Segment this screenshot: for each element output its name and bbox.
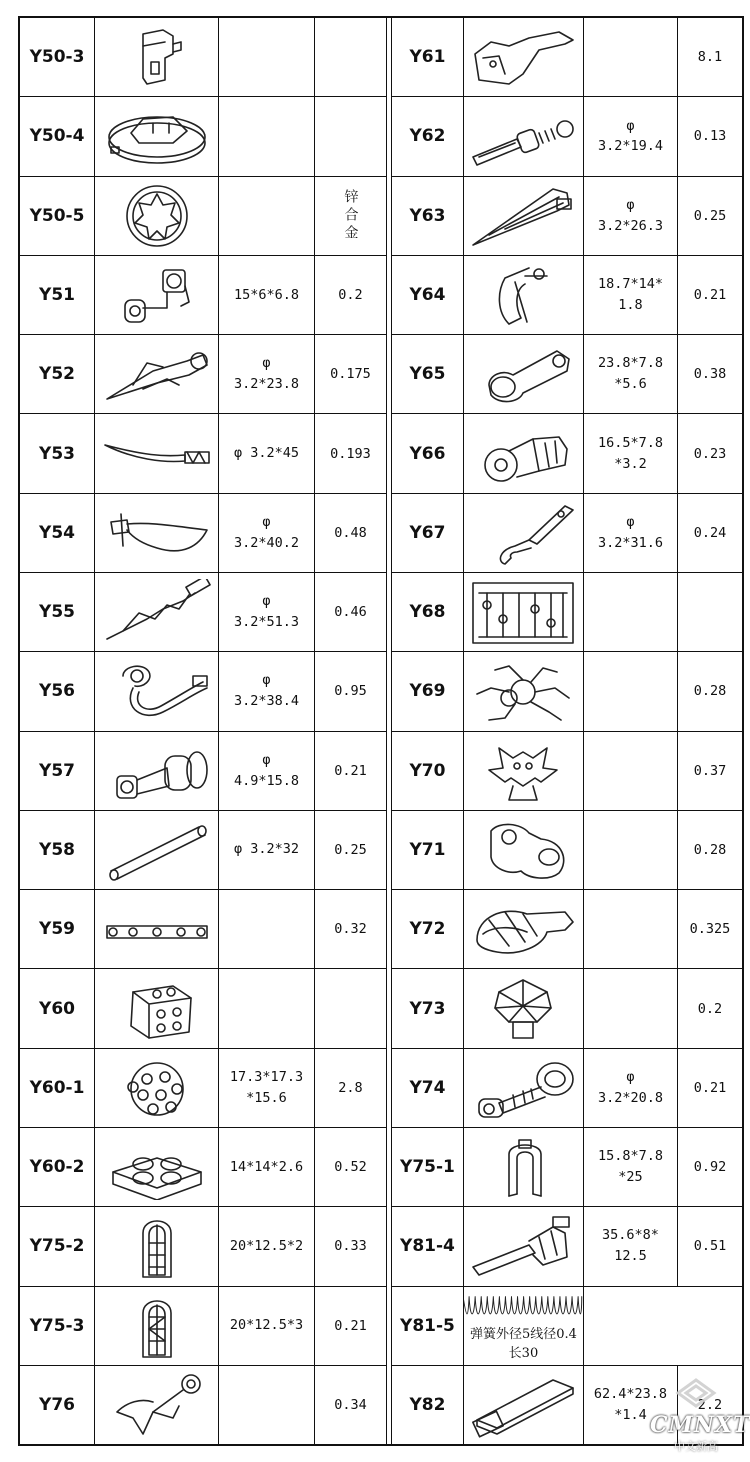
weapon-sprue-icon <box>469 579 577 645</box>
part-weight: 0.95 <box>334 683 367 700</box>
part-dimensions <box>219 97 315 175</box>
part-weight <box>315 97 386 175</box>
catalog-row <box>20 732 386 811</box>
catalog-row <box>20 1287 386 1366</box>
part-weight: 0.175 <box>330 366 371 383</box>
part-dimensions <box>584 18 678 96</box>
part-illustration <box>464 652 584 730</box>
part-illustration <box>95 494 219 572</box>
part-weight: 0.2 <box>338 286 363 303</box>
part-code: Y75-1 <box>392 1128 464 1206</box>
part-weight: 0.24 <box>693 524 727 541</box>
axe-blade-icon <box>469 262 577 328</box>
part-code: Y58 <box>20 811 95 889</box>
part-weight: 0.25 <box>334 841 367 858</box>
part-illustration <box>464 414 584 492</box>
part-code: Y71 <box>392 811 464 889</box>
part-code: Y75-3 <box>20 1287 95 1365</box>
catalog-row <box>392 573 742 652</box>
part-weight: 0.52 <box>334 1159 367 1176</box>
part-weight: 锌合金 <box>342 188 359 243</box>
part-dimensions: 16.5*7.8 *3.2 <box>584 414 678 492</box>
part-dimensions <box>584 732 678 810</box>
part-illustration <box>464 177 584 255</box>
part-weight: 0.32 <box>334 921 367 938</box>
plate-2x2-icon <box>103 1134 211 1200</box>
part-illustration <box>464 732 584 810</box>
part-weight <box>584 1287 742 1365</box>
part-dimensions <box>219 18 315 96</box>
part-weight: 0.46 <box>334 604 367 621</box>
catalog-row <box>392 732 742 811</box>
part-illustration <box>464 1128 584 1206</box>
part-weight: 0.92 <box>693 1159 727 1176</box>
catalog-right-column <box>392 18 750 1444</box>
part-weight: 0.33 <box>334 1238 367 1255</box>
catalog-row <box>392 1207 742 1286</box>
part-illustration <box>95 1049 219 1127</box>
catalog-row <box>20 1128 386 1207</box>
part-code: Y63 <box>392 177 464 255</box>
hook-tool-icon <box>469 500 577 566</box>
wheel-clip-icon <box>469 421 577 487</box>
part-dimensions: 35.6*8* 12.5 <box>584 1207 678 1285</box>
part-weight: 2.2 <box>697 1396 723 1413</box>
flat-panel-icon <box>469 1372 577 1438</box>
part-code: Y53 <box>20 414 95 492</box>
ring-key-icon <box>469 1055 577 1121</box>
curved-sword-icon <box>103 500 211 566</box>
part-illustration <box>95 811 219 889</box>
part-weight: 0.21 <box>693 1079 727 1096</box>
part-illustration <box>95 1287 219 1365</box>
catalog-row <box>392 1287 742 1366</box>
part-illustration <box>95 969 219 1047</box>
part-code: Y55 <box>20 573 95 651</box>
part-code: Y51 <box>20 256 95 334</box>
part-code: Y50-3 <box>20 18 95 96</box>
part-illustration <box>464 335 584 413</box>
part-weight: 0.25 <box>693 207 727 224</box>
catalog-row <box>392 1128 742 1207</box>
part-code: Y54 <box>20 494 95 572</box>
part-illustration <box>464 1207 584 1285</box>
catalog-row <box>20 18 386 97</box>
ladder-arm-icon <box>469 1213 577 1279</box>
catalog-row <box>20 1049 386 1128</box>
catalog-row <box>392 335 742 414</box>
part-dimensions: φ 3.2*19.4 <box>584 97 678 175</box>
spike-blade-icon <box>469 183 577 249</box>
part-illustration <box>464 1049 584 1127</box>
gem-icon <box>469 976 577 1042</box>
part-code: Y59 <box>20 890 95 968</box>
round-base-plate-icon <box>103 103 211 169</box>
bat-icon <box>469 738 577 804</box>
part-dimensions: φ 3.2*20.8 <box>584 1049 678 1127</box>
spiked-blade-icon <box>103 341 211 407</box>
part-illustration <box>95 335 219 413</box>
catalog-row <box>20 494 386 573</box>
part-weight: 0.28 <box>693 841 727 858</box>
studded-cube-icon <box>103 976 211 1042</box>
part-illustration <box>95 256 219 334</box>
part-illustration <box>464 18 584 96</box>
catalog-row <box>392 177 742 256</box>
part-illustration <box>95 1207 219 1285</box>
part-dimensions: φ 3.2*45 <box>219 414 315 492</box>
catalog-row <box>392 1049 742 1128</box>
part-illustration <box>95 177 219 255</box>
part-code: Y68 <box>392 573 464 651</box>
catalog-row <box>392 256 742 335</box>
arched-door-icon <box>103 1213 211 1279</box>
part-dimensions: 15*6*6.8 <box>219 256 315 334</box>
connector-tube-icon <box>103 738 211 804</box>
part-dimensions <box>219 1366 315 1444</box>
catalog-row <box>392 969 742 1048</box>
part-dimensions: φ 4.9*15.8 <box>219 732 315 810</box>
catalog-row <box>20 177 386 256</box>
watermark-brand: CMNXT <box>650 1412 750 1438</box>
part-code: Y56 <box>20 652 95 730</box>
catalog-row <box>20 97 386 176</box>
part-dimensions <box>219 969 315 1047</box>
part-weight: 0.193 <box>330 445 371 462</box>
part-dimensions <box>219 177 315 255</box>
part-code: Y76 <box>20 1366 95 1444</box>
part-dimensions: 15.8*7.8 *25 <box>584 1128 678 1206</box>
part-dimensions <box>584 890 678 968</box>
part-illustration <box>95 1366 219 1444</box>
catalog-row <box>20 1366 386 1444</box>
part-code: Y60-2 <box>20 1128 95 1206</box>
part-code: Y70 <box>392 732 464 810</box>
part-dimensions: 17.3*17.3 *15.6 <box>219 1049 315 1127</box>
part-code: Y67 <box>392 494 464 572</box>
part-weight: 0.51 <box>693 1238 727 1255</box>
chain-link-icon <box>103 896 211 962</box>
part-weight: 2.8 <box>338 1079 363 1096</box>
part-illustration <box>95 97 219 175</box>
part-illustration <box>464 256 584 334</box>
catalog-row <box>20 652 386 731</box>
part-dimensions: φ 3.2*31.6 <box>584 494 678 572</box>
part-dimensions <box>584 969 678 1047</box>
part-code: Y73 <box>392 969 464 1047</box>
catalog-row <box>20 969 386 1048</box>
part-weight: 0.34 <box>334 1396 367 1413</box>
part-weight <box>315 969 386 1047</box>
part-weight: 0.2 <box>697 1000 723 1017</box>
part-illustration <box>464 1366 584 1444</box>
catalog-row <box>392 494 742 573</box>
part-weight <box>678 573 742 651</box>
part-code: Y61 <box>392 18 464 96</box>
bar-holder-clip-icon <box>103 262 211 328</box>
part-dimensions <box>219 890 315 968</box>
part-illustration <box>95 652 219 730</box>
part-illustration <box>464 811 584 889</box>
part-illustration <box>95 414 219 492</box>
dragon-blade-icon <box>103 579 211 645</box>
part-code: Y57 <box>20 732 95 810</box>
part-dimensions <box>584 811 678 889</box>
part-illustration <box>95 732 219 810</box>
part-code: Y81-4 <box>392 1207 464 1285</box>
part-weight: 0.21 <box>334 1317 367 1334</box>
part-illustration <box>95 573 219 651</box>
part-weight: 0.48 <box>334 524 367 541</box>
arched-window-icon <box>103 1293 211 1359</box>
katana-icon <box>103 421 211 487</box>
part-code: Y75-2 <box>20 1207 95 1285</box>
part-dimensions: φ 3.2*32 <box>219 811 315 889</box>
part-illustration <box>464 890 584 968</box>
watermark-subtitle: 中文新高 <box>674 1440 718 1453</box>
part-code: Y65 <box>392 335 464 413</box>
catalog-row <box>392 652 742 731</box>
part-illustration <box>464 573 584 651</box>
dome-shell-icon <box>469 896 577 962</box>
part-dimensions: φ 3.2*38.4 <box>219 652 315 730</box>
spring-icon <box>464 1293 584 1323</box>
creature-head-icon <box>469 817 577 883</box>
part-weight: 8.1 <box>697 49 723 66</box>
part-weight: 0.23 <box>693 445 727 462</box>
part-code: Y81-5 <box>392 1287 464 1365</box>
part-weight <box>315 18 386 96</box>
studded-ball-icon <box>103 1055 211 1121</box>
catalog-row <box>20 335 386 414</box>
part-weight: 0.13 <box>693 128 727 145</box>
part-code: Y64 <box>392 256 464 334</box>
part-dimensions <box>584 652 678 730</box>
part-dimensions: φ 3.2*23.8 <box>219 335 315 413</box>
logo-mark-icon <box>674 1378 718 1408</box>
dinosaur-head-icon <box>469 24 577 90</box>
part-illustration <box>464 969 584 1047</box>
drill-icon <box>469 103 577 169</box>
part-dimensions: 14*14*2.6 <box>219 1128 315 1206</box>
catalog-row <box>20 573 386 652</box>
part-illustration <box>464 1287 584 1365</box>
catalog-row <box>392 97 742 176</box>
part-dimensions: φ 3.2*51.3 <box>219 573 315 651</box>
catalog-row <box>392 811 742 890</box>
spring-spec-note: 弹簧外径5线径0.4长30 <box>469 1326 577 1361</box>
part-code: Y60 <box>20 969 95 1047</box>
part-code: Y60-1 <box>20 1049 95 1127</box>
part-code: Y52 <box>20 335 95 413</box>
part-weight: 0.28 <box>693 683 727 700</box>
part-code: Y74 <box>392 1049 464 1127</box>
part-dimensions: 62.4*23.8 *1.4 <box>584 1366 678 1444</box>
part-weight: 0.38 <box>693 366 727 383</box>
part-code: Y50-5 <box>20 177 95 255</box>
part-weight: 0.21 <box>334 762 367 779</box>
part-dimensions <box>584 573 678 651</box>
part-dimensions: 23.8*7.8 *5.6 <box>584 335 678 413</box>
part-code: Y50-4 <box>20 97 95 175</box>
part-weight: 0.21 <box>693 286 727 303</box>
door-frame-icon <box>469 1134 577 1200</box>
part-dimensions: 20*12.5*3 <box>219 1287 315 1365</box>
part-code: Y82 <box>392 1366 464 1444</box>
part-dimensions: 20*12.5*2 <box>219 1207 315 1285</box>
part-illustration <box>95 1128 219 1206</box>
catalog-row <box>20 811 386 890</box>
tentacle-hook-icon <box>103 658 211 724</box>
catalog-row <box>20 414 386 493</box>
part-code: Y66 <box>392 414 464 492</box>
part-weight: 0.37 <box>693 762 727 779</box>
part-code: Y72 <box>392 890 464 968</box>
catalog-left-column <box>20 18 386 1444</box>
part-illustration <box>464 97 584 175</box>
catalog-row <box>392 890 742 969</box>
hinge-arm-icon <box>469 341 577 407</box>
catalog-row <box>392 414 742 493</box>
catalog-row <box>392 18 742 97</box>
gear-ring-icon <box>103 183 211 249</box>
brand-watermark <box>650 1378 750 1454</box>
catalog-row <box>20 1207 386 1286</box>
spider-icon <box>469 658 577 724</box>
part-code: Y69 <box>392 652 464 730</box>
part-illustration <box>95 890 219 968</box>
part-illustration <box>95 18 219 96</box>
catalog-row <box>20 256 386 335</box>
part-dimensions: φ 3.2*26.3 <box>584 177 678 255</box>
part-weight: 0.325 <box>689 921 731 938</box>
axe-head-icon <box>103 1372 211 1438</box>
catalog-row <box>20 890 386 969</box>
clip-bracket-icon <box>103 24 211 90</box>
part-dimensions: φ 3.2*40.2 <box>219 494 315 572</box>
part-code: Y62 <box>392 97 464 175</box>
parts-catalog-table <box>18 16 750 1446</box>
part-illustration <box>464 494 584 572</box>
rod-icon <box>103 817 211 883</box>
part-dimensions: 18.7*14* 1.8 <box>584 256 678 334</box>
